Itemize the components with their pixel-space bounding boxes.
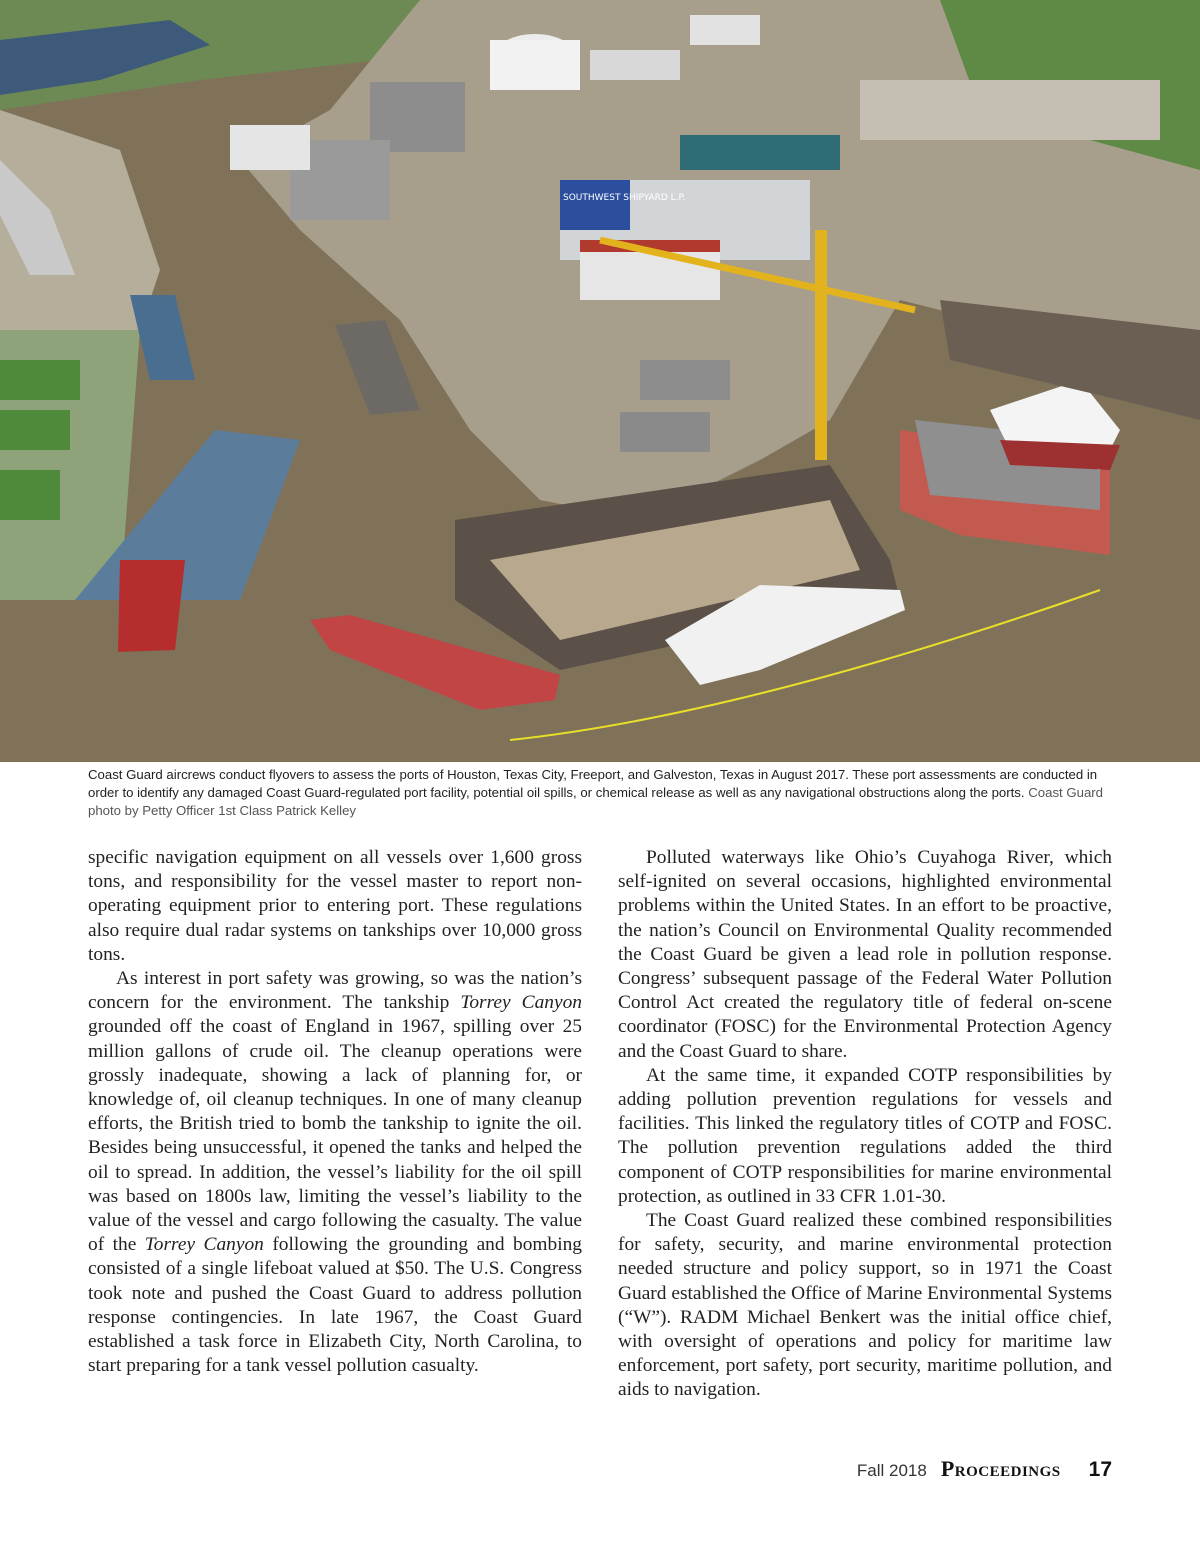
photo-caption	[88, 766, 1114, 820]
aerial-shipyard-photo	[0, 0, 1200, 762]
paragraph	[88, 967, 582, 1378]
issue-label: Fall 2018	[856, 1461, 927, 1480]
paragraph: The Coast Guard realized these combined responsibilities for safety, security, and marine environmental protection needed structure and policy support, so in 1971 the Coast Guard established the Office of Marine Environmental Systems (“W”). RADM Michael Benkert was the initial office chief, with oversight of operations and policy for maritime law enforcement, port safety, port security, maritime pollution, and aids to navigation.	[618, 1210, 1112, 1401]
photo-credit: Coast Guard photo by Petty Officer 1st Class Patrick Kelley	[88, 785, 1104, 818]
paragraph: specific navigation equipment on all vessels over 1,600 gross tons, and responsibility for the vessel master to report non-operating equipment prior to entering port. These regulations also require dual radar systems on tankships over 10,000 gross tons.	[88, 847, 582, 965]
magazine-name: Proceedings	[940, 1456, 1061, 1481]
paragraph: At the same time, it expanded COTP responsibilities by adding pollution prevention regulations for vessels and facilities. This linked the regulatory titles of COTP and FOSC. The pollution prevention regulations added the third component of COTP responsibilities for marine environmental protection, as outlined in 33 CFR 1.01-30.	[618, 1064, 1112, 1207]
article-column-left	[88, 846, 582, 1378]
page-footer	[857, 1456, 1112, 1484]
text-run: grounded off the coast of England in 1967, spilling over 25 million gallons of crude oil. The cleanup operations were grossly inadequate, showing a lack of planning for, or knowledge of, oil cleanup techniques. In one of many cleanup efforts, the British tried to bomb the tankship to ignite the oil. Besides being unsuccessful, it opened the tanks and helped the oil to spread. In addition, the vessel’s liability for the oil spill was based on 1800s law, limiting the vessel’s liability to the value of the vessel and cargo following the casualty. The value of the	[88, 1016, 582, 1256]
ship-name: Torrey Canyon	[460, 992, 583, 1014]
paragraph: Polluted waterways like Ohio’s Cuyahoga River, which self-ignited on several occasions, highlighted environmental problems within the United States. In an effort to be proactive, the nation’s Council on Environmental Quality recommended the Coast Guard be given a lead role in pollution response. Congress’ subsequent passage of the Federal Water Pollution Control Act created the regulatory title of federal on-scene coordinator (FOSC) for the Environmental Protection Agency and the Coast Guard to share.	[618, 847, 1112, 1062]
text-run: following the grounding and bombing consisted of a single lifeboat valued at $50. The U.S. Congress took note and pushed the Coast Guard to address pollution response contingencies. In late 1967, the Coast Guard established a task force in Elizabeth City, North Carolina, to start preparing for a tank vessel pollution casualty.	[88, 1234, 582, 1377]
ship-name: Torrey Canyon	[144, 1234, 264, 1256]
page-number: 17	[1088, 1458, 1112, 1481]
text-run: As interest in port safety was growing, so was the nation’s concern for the environment. The tankship	[88, 968, 582, 1014]
shipyard-sign: SOUTHWEST SHIPYARD L.P.	[563, 193, 686, 203]
article-column-right	[618, 846, 1112, 1403]
caption-text: Coast Guard aircrews conduct flyovers to assess the ports of Houston, Texas City, Freeport, and Galveston, Texas in August 2017. These port assessments are conducted in order to identify any damaged Coast Guard-regulated port facility, potential oil spills, or chemical release as well as any navigational obstructions along the ports.	[88, 767, 1098, 800]
